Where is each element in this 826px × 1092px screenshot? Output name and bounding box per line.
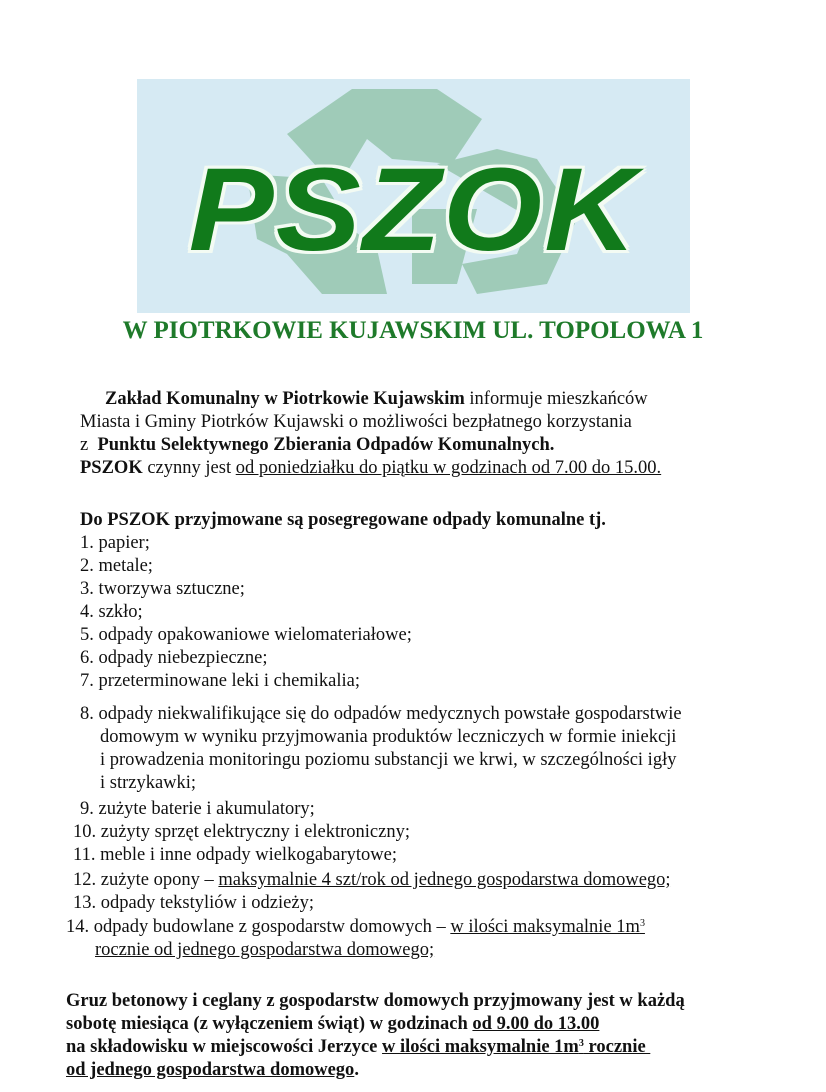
item-14-text: 14. odpady budowlane z gospodarstw domowych – (66, 917, 451, 937)
list-item: 7. przeterminowane leki i chemikalia; (80, 671, 360, 691)
footer-limit-text-2: rocznie (583, 1037, 651, 1057)
logo-wordmark: PSZOK (188, 144, 639, 276)
footer-text: na składowisku w miejscowości Jerzyce (66, 1037, 383, 1057)
page-title: W PIOTRKOWIE KUJAWSKIM UL. TOPOLOWA 1 (122, 317, 704, 344)
item-14-limit (450, 917, 645, 937)
list-item (66, 916, 645, 938)
list-item: 13. odpady tekstyliów i odzieży; (73, 893, 314, 913)
item-14-limit-text: w ilości maksymalnie 1m (450, 917, 640, 937)
list-item: 1. papier; (80, 533, 150, 553)
footer-text: sobotę miesiąca (z wyłączeniem świąt) w godzinach (66, 1014, 473, 1034)
footer-line-2 (66, 1013, 599, 1035)
list-item-cont: domowym w wyniku przyjmowania produktów leczniczych w formie iniekcji (100, 727, 677, 747)
list-heading: Do PSZOK przyjmowane są posegregowane odpady komunalne tj. (80, 510, 606, 530)
list-item: 10. zużyty sprzęt elektryczny i elektroniczny; (73, 822, 410, 842)
footer-household: od jednego gospodarstwa domowego (66, 1060, 355, 1080)
footer-line-3 (66, 1036, 650, 1058)
list-item: 2. metale; (80, 556, 153, 576)
footer-line-1: Gruz betonowy i ceglany z gospodarstw domowych przyjmowany jest w każdą (66, 991, 685, 1011)
list-item-cont: i prowadzenia monitoringu poziomu substancji we krwi, w szczególności igły (100, 750, 677, 770)
list-item-cont: i strzykawki; (100, 773, 197, 793)
footer-limit (382, 1037, 650, 1057)
list-item: 3. tworzywa sztuczne; (80, 579, 245, 599)
intro-line-4 (80, 457, 661, 479)
intro-line-2: Miasta i Gminy Piotrków Kujawski o możliwości bezpłatnego korzystania (80, 412, 632, 432)
opening-hours: od poniedziałku do piątku w godzinach od 7.00 do 15.00. (235, 458, 662, 478)
list-item: 6. odpady niebezpieczne; (80, 648, 268, 668)
list-item: 11. meble i inne odpady wielkogabarytowe; (73, 845, 398, 865)
intro-facility-name: Punktu Selektywnego Zbierania Odpadów Komunalnych. (97, 435, 555, 455)
saturday-hours: od 9.00 do 13.00 (472, 1014, 600, 1034)
intro-text-2: czynny jest (142, 458, 236, 478)
intro-text: informuje mieszkańców (464, 389, 648, 409)
superscript: 3 (639, 918, 645, 929)
list-item-cont: rocznie od jednego gospodarstwa domowego; (95, 940, 435, 960)
intro-pszok: PSZOK (80, 458, 143, 478)
pszok-logo (137, 79, 690, 313)
intro-org-name: Zakład Komunalny w Piotrkowie Kujawskim (105, 389, 465, 409)
intro-prefix: z (80, 435, 98, 455)
item-12-limit: maksymalnie 4 szt/rok od jednego gospodarstwa domowego; (218, 870, 671, 890)
superscript: 3 (578, 1038, 584, 1049)
footer-limit-text: w ilości maksymalnie 1m (382, 1037, 579, 1057)
list-item: 9. zużyte baterie i akumulatory; (80, 799, 315, 819)
intro-line-3 (80, 434, 554, 456)
footer-line-4 (66, 1059, 359, 1081)
footer-period: . (354, 1060, 359, 1080)
list-item (73, 869, 671, 891)
list-item: 4. szkło; (80, 602, 143, 622)
item-12-text: 12. zużyte opony – (73, 870, 219, 890)
list-item: 8. odpady niekwalifikujące się do odpadów medycznych powstałe gospodarstwie (80, 704, 682, 724)
list-item: 5. odpady opakowaniowe wielomateriałowe; (80, 625, 412, 645)
intro-line-1 (105, 388, 648, 410)
